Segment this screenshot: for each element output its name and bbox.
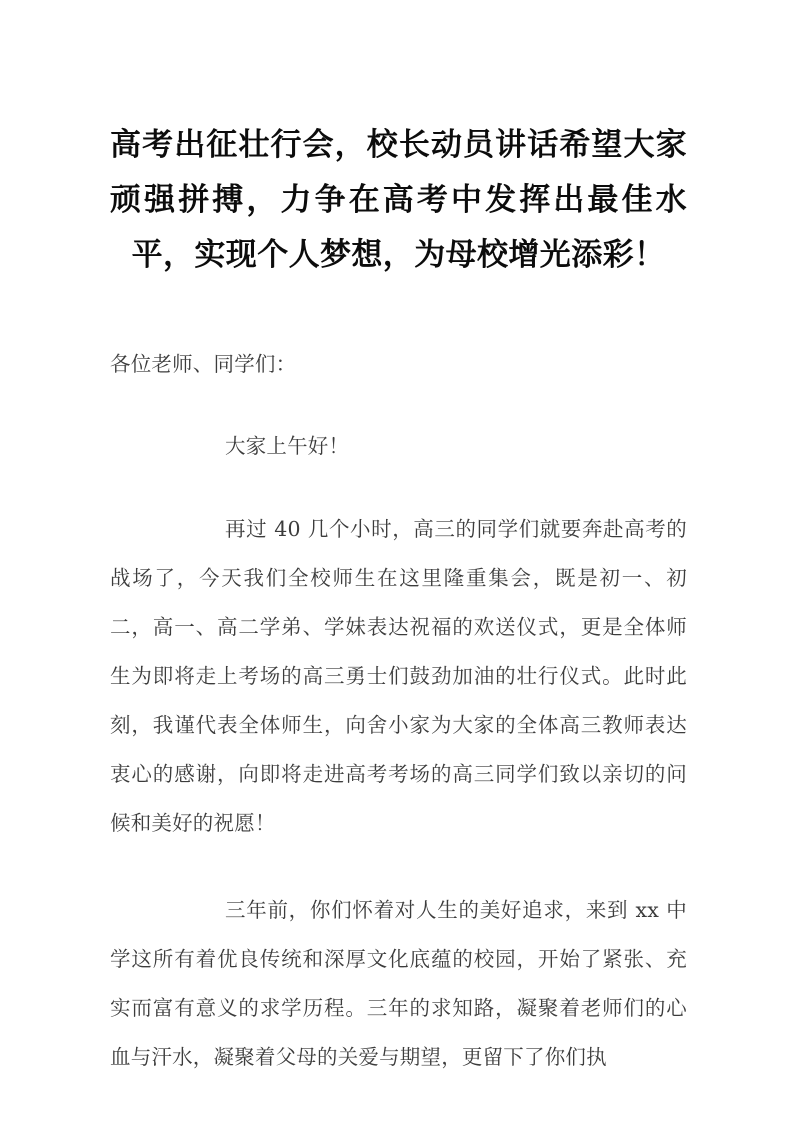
salutation-line: 各位老师、同学们：	[110, 352, 297, 376]
document-title: 高考出征壮行会，校长动员讲话希望大家顽强拼搏，力争在高考中发挥出最佳水平，实现个人梦想，为母校增光添彩！	[110, 127, 687, 273]
body-paragraph-1: 再过 40 几个小时，高三的同学们就要奔赴高考的战场了，今天我们全校师生在这里隆重集会，既是初一、初二，高一、高二学弟、学妹表达祝福的欢送仪式，更是全体师生为即将走上考场的高三勇士们鼓劲加油的壮行仪式。此时此刻，我谨代表全体师生，向舍小家为大家的全体高三教师表达衷心的感谢，向即将走进高考考场的高三同学们致以亲切的问候和美好的祝愿！	[110, 517, 687, 835]
body-paragraph-2: 三年前，你们怀着对人生的美好追求，来到 xx 中学这所有着优良传统和深厚文化底蕴的校园，开始了紧张、充实而富有意义的求学历程。三年的求知路，凝聚着老师们的心血与汗水，凝聚着父母的关爱与期望，更留下了你们执	[110, 898, 687, 1069]
greeting-line: 大家上午好！	[225, 434, 350, 458]
document-body	[110, 340, 687, 1082]
document-content	[110, 0, 687, 1082]
